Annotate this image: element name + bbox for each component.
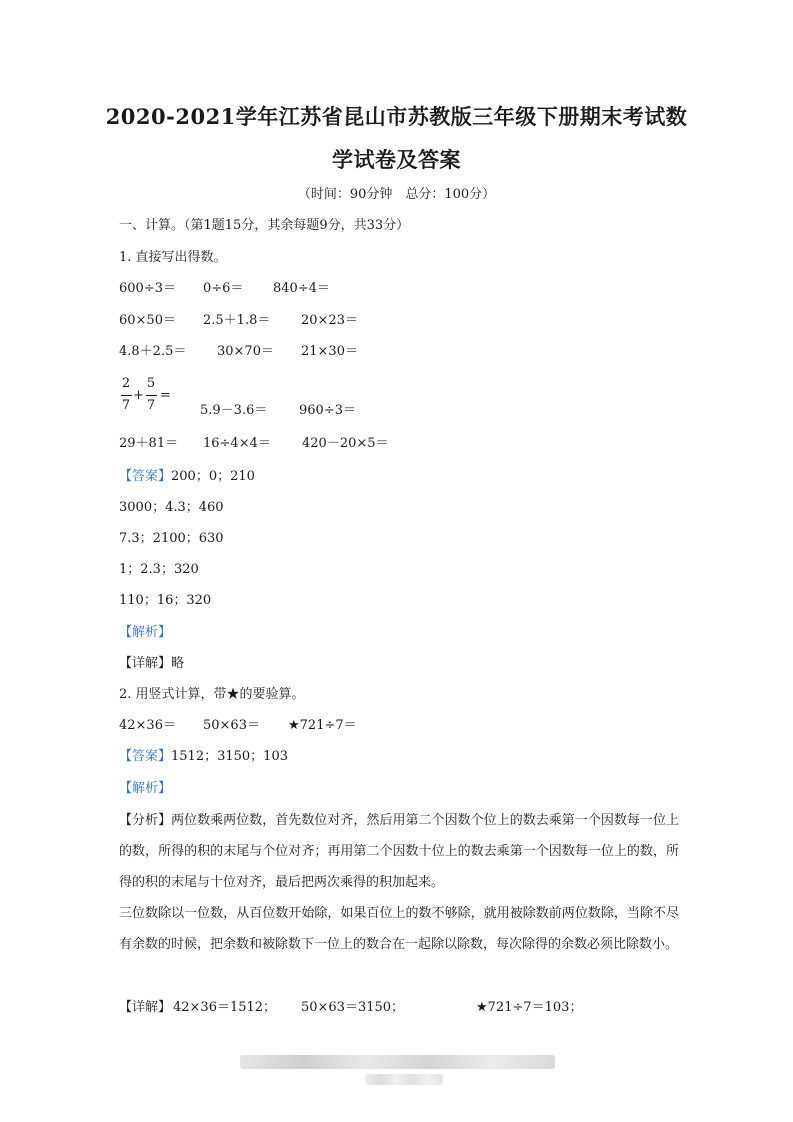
expr: ★721÷7＝: [288, 718, 357, 733]
answer-text: 110；16；320: [119, 593, 212, 608]
expr: 29＋81＝: [119, 436, 179, 451]
detail-item: 50×63＝3150；: [301, 1000, 405, 1015]
expr: 420－20×5＝: [302, 436, 389, 451]
expr: 5.9－3.6＝: [200, 403, 268, 418]
answer-text: 1512；3150；103: [171, 749, 288, 764]
expr: 0÷6＝: [203, 281, 244, 296]
fraction-bar: [146, 395, 157, 396]
answer-text: 3000；4.3；460: [119, 500, 224, 515]
expr: 16÷4×4＝: [203, 436, 271, 451]
doc-title-line2: 学试卷及答案: [332, 147, 461, 172]
blurred-text-bar: [365, 1074, 443, 1085]
expr: 20×23＝: [301, 313, 358, 328]
detail-item: 42×36＝1512；: [173, 1000, 277, 1015]
section1-heading: 一、计算。（第1题15分，其余每题9分，共33分）: [119, 218, 410, 233]
plus-sign: +: [133, 388, 144, 403]
fraction-denominator: 7: [146, 398, 156, 413]
expr: 21×30＝: [301, 344, 358, 359]
answer-label: 【答案】: [119, 469, 172, 484]
q2-division-paragraph: 三位数除以一位数，从百位数开始除，如果百位上的数不够除，就用被除数前两位数除，当除不尽有余数的时候，把余数和被除数下一位上的数合在一起除以除数，每次除得的余数必须比除数小。: [119, 906, 679, 952]
equals-sign: =: [160, 388, 171, 403]
q2-analysis-paragraph: [119, 805, 679, 898]
expr: 30×70＝: [217, 344, 274, 359]
q2-answer-line: [119, 748, 288, 766]
answer-text: 7.3；2100；630: [119, 531, 224, 546]
answer-label: 【答案】: [119, 749, 172, 764]
expr: 840÷4＝: [273, 281, 330, 296]
detail-label: 【详解】: [119, 1000, 172, 1015]
q2-prompt: 2. 用竖式计算，带★的要验算。: [119, 687, 305, 702]
fraction-numerator: 2: [121, 376, 131, 391]
expr: 42×36＝: [119, 718, 176, 733]
analysis-label: 【解析】: [119, 781, 172, 796]
fenxi-text: 两位数乘两位数，首先数位对齐，然后用第二个因数个位上的数去乘第一个因数每一位上的数，所得的积的末尾与个位对齐；再用第二个因数十位上的数去乘第一个因数每一位上的数，所得的积的末尾与十位对齐，最后把两次乘得的积加起来。: [119, 813, 679, 890]
expr: 60×50＝: [119, 313, 176, 328]
analysis-label: 【解析】: [119, 625, 172, 640]
q1-detail: 【详解】略: [119, 656, 185, 671]
q1-answer-line: [119, 468, 255, 486]
expr: 600÷3＝: [119, 281, 176, 296]
exam-info: （时间：90分钟 总分：100分）: [297, 187, 496, 202]
answer-text: 1；2.3；320: [119, 562, 199, 577]
fraction-bar: [121, 395, 132, 396]
expr: 960÷3＝: [299, 403, 356, 418]
fraction-denominator: 7: [121, 398, 131, 413]
expr: 4.8＋2.5＝: [119, 344, 187, 359]
detail-item: ★721÷7＝103；: [476, 1000, 583, 1015]
q1-prompt: 1. 直接写出得数。: [119, 250, 227, 265]
expr: 50×63＝: [203, 718, 260, 733]
expr: 2.5＋1.8＝: [203, 313, 271, 328]
doc-title-line1: 2020-2021学年江苏省昆山市苏教版三年级下册期末考试数: [105, 104, 688, 129]
fenxi-label: 【分析】: [119, 813, 172, 828]
answer-text: 200；0；210: [171, 469, 255, 484]
blurred-text-bar: [240, 1055, 555, 1069]
fraction-numerator: 5: [146, 376, 156, 391]
